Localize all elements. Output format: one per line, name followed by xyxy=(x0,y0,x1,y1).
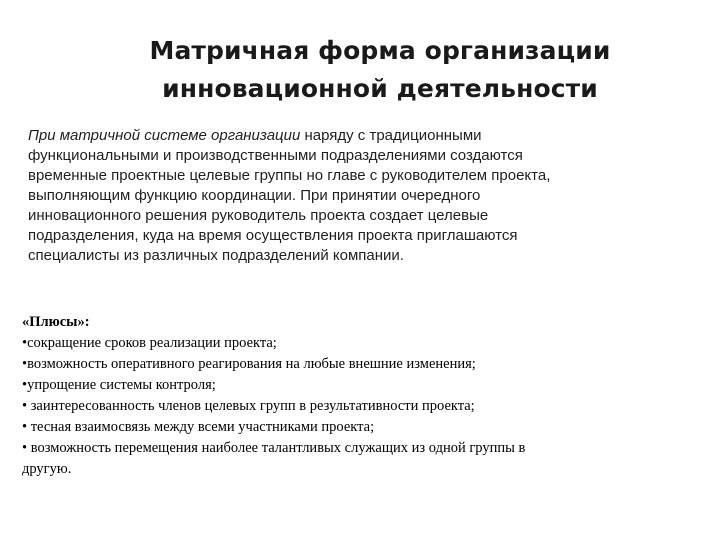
intro-italic-term: При матричной системе организации xyxy=(28,127,301,144)
intro-line-6: подразделения, куда на время осуществления проекта приглашаются xyxy=(28,227,518,244)
pros-item: • заинтересованность членов целевых групп в результативности проекта; xyxy=(22,398,475,414)
intro-line-1-rest: наряду с традиционными xyxy=(300,127,482,144)
pros-item: •сокращение сроков реализации проекта; xyxy=(22,335,277,351)
slide-title xyxy=(120,32,640,108)
pros-item: •упрощение системы контроля; xyxy=(22,377,216,393)
pros-item: •возможность оперативного реагирования на любые внешние изменения; xyxy=(22,356,476,372)
pros-section xyxy=(22,312,692,480)
pros-item-continuation: другую. xyxy=(22,461,72,477)
intro-line-7: специалисты из различных подразделений компании. xyxy=(28,247,404,264)
intro-line-1 xyxy=(28,126,698,146)
intro-line-2: функциональными и производственными подразделениями создаются xyxy=(28,147,523,164)
pros-heading: «Плюсы»: xyxy=(22,314,90,330)
slide-title-line-2: инновационной деятельности xyxy=(162,74,598,103)
intro-line-4: выполняющим функцию координации. При принятии очередного xyxy=(28,187,481,204)
intro-paragraph xyxy=(28,126,698,266)
intro-line-3: временные проектные целевые группы но главе с руководителем проекта, xyxy=(28,167,551,184)
pros-item: • тесная взаимосвязь между всеми участниками проекта; xyxy=(22,419,375,435)
slide-title-line-1: Матричная форма организации xyxy=(149,36,611,65)
pros-item: • возможность перемещения наиболее талантливых служащих из одной группы в xyxy=(22,440,526,456)
intro-line-5: инновационного решения руководитель проекта создает целевые xyxy=(28,207,489,224)
